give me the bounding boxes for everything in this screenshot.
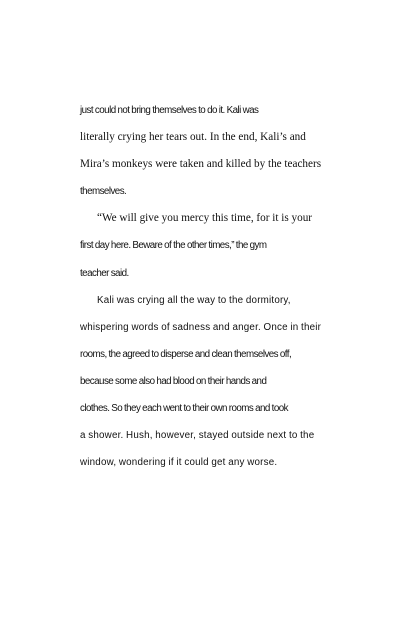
paragraph-first-line: Kali was crying all the way to the dormitory, (97, 294, 291, 306)
text-line: clothes. So they each went to their own rooms and took (80, 403, 289, 415)
text-line: rooms, the agreed to disperse and clean themselves off, (80, 348, 292, 360)
text-line: literally crying her tears out. In the end, Kali’s and (80, 131, 306, 144)
text-line: just could not bring themselves to do it. Kali was (80, 105, 259, 116)
text-line: a shower. Hush, however, stayed outside next to the (80, 430, 315, 442)
text-line: first day here. Beware of the other times,” the gym (80, 240, 267, 252)
text-line: window, wondering if it could get any worse. (80, 457, 278, 469)
paragraph-first-line: “We will give you mercy this time, for it is your (97, 212, 313, 225)
text-line: whispering words of sadness and anger. Once in their (80, 321, 322, 333)
text-line: teacher said. (80, 267, 129, 279)
body-text (80, 97, 365, 476)
text-line: themselves. (80, 186, 127, 198)
text-line: because some also had blood on their hands and (80, 375, 267, 387)
text-line: Mira’s monkeys were taken and killed by the teachers (80, 158, 322, 171)
